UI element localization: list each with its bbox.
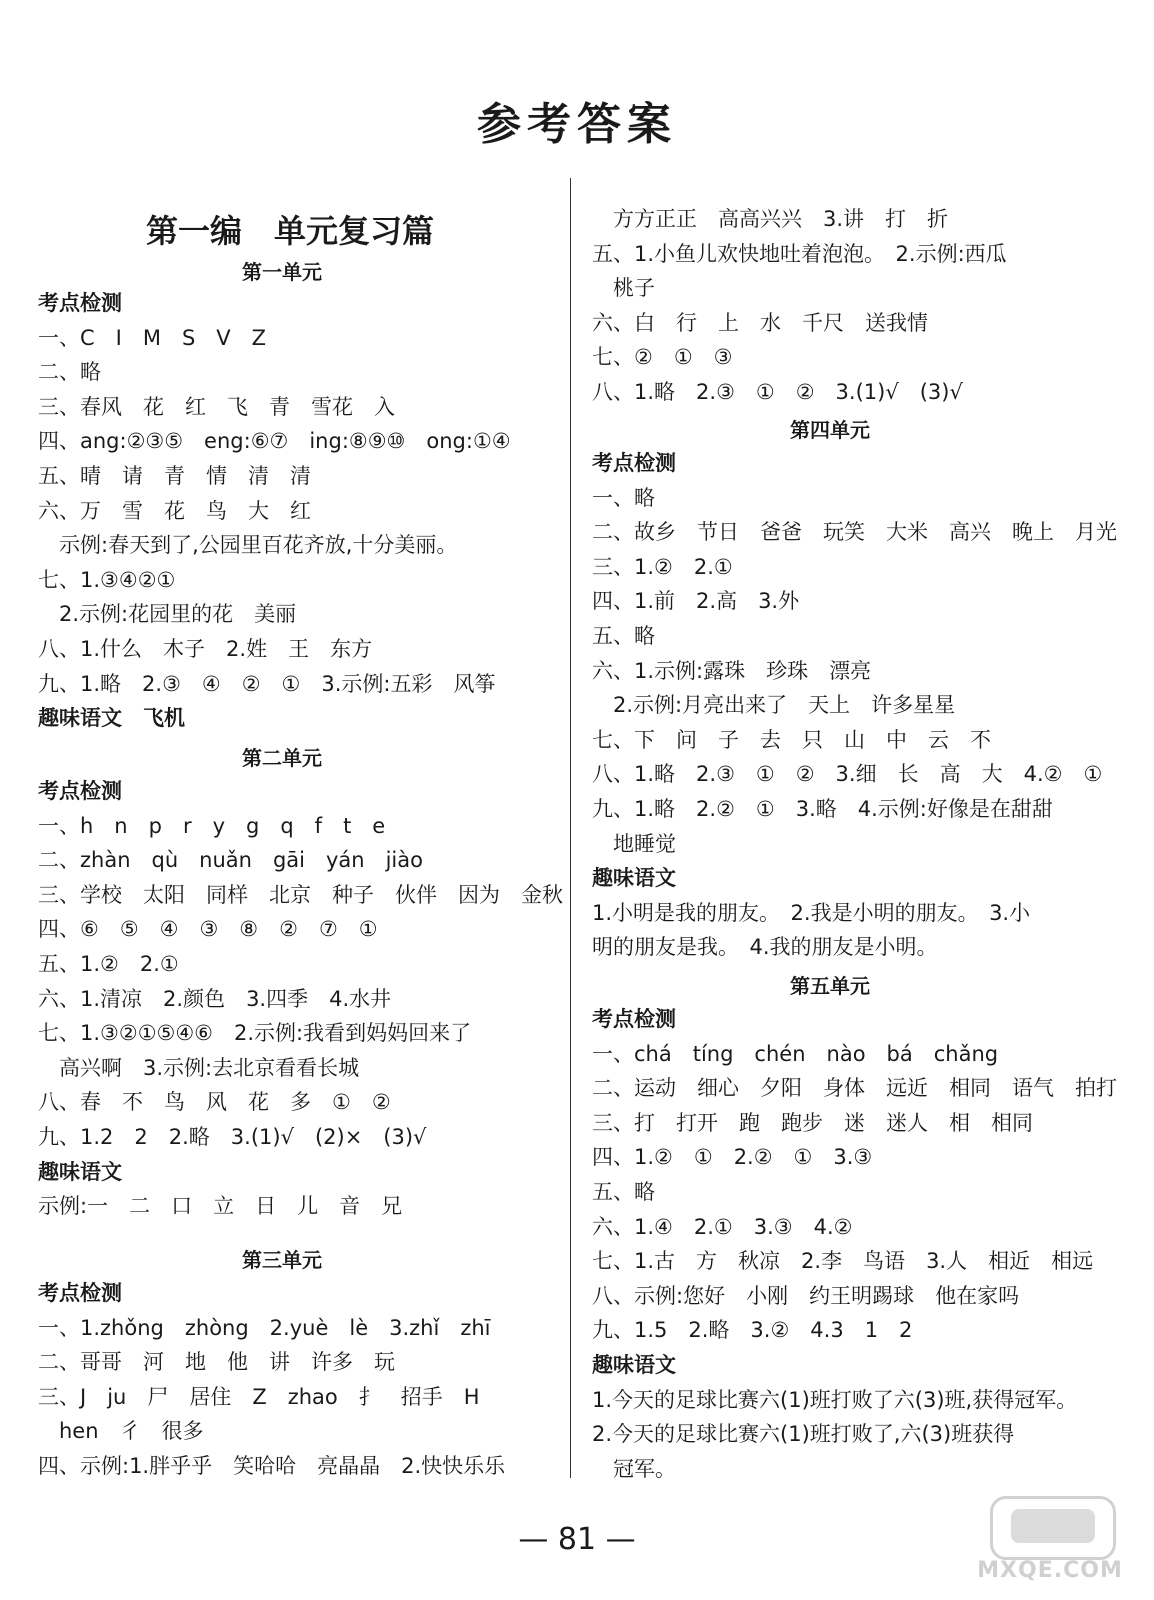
answer-line: 三、J ju 尸 居住 Z zhao 扌 招手 H — [38, 1384, 480, 1409]
watermark-text: MXQE.COM — [977, 1558, 1123, 1583]
answer-line: 五、略 — [592, 624, 655, 648]
answer-line: 二、哥哥 河 地 他 讲 许多 玩 — [38, 1350, 395, 1375]
answer-line: 四、ang:②③⑤ eng:⑥⑦ ing:⑧⑨⑩ ong:①④ — [38, 429, 511, 454]
unit-heading-1: 第一单元 — [242, 260, 322, 284]
answer-line: 七、② ① ③ — [592, 345, 733, 370]
answer-line: 1.小明是我的朋友。 2.我是小明的朋友。 3.小 — [592, 900, 1031, 925]
unit-heading-3: 第三单元 — [242, 1248, 322, 1272]
watermark-logo — [960, 1492, 1140, 1592]
answer-line: 一、略 — [592, 485, 655, 510]
answer-line: 五、晴 请 青 情 清 清 — [38, 464, 311, 488]
unit-heading-5: 第五单元 — [790, 974, 870, 998]
answer-line: 四、1.前 2.高 3.外 — [592, 589, 800, 614]
answer-line: 九、1.2 2 2.略 3.(1)√ (2)× (3)√ — [38, 1125, 427, 1149]
answer-line: 四、示例:1.胖乎乎 笑哈哈 亮晶晶 2.快快乐乐 — [38, 1454, 506, 1478]
answer-line: 九、1.5 2.略 3.② 4.3 1 2 — [592, 1318, 913, 1343]
answer-line: 一、chá tíng chén nào bá chǎng — [592, 1041, 999, 1066]
column-divider — [570, 178, 571, 1478]
answer-line: 八、1.什么 木子 2.姓 王 东方 — [38, 637, 373, 661]
answer-line: 一、h n p r y g q f t e — [38, 813, 386, 838]
answer-line: 考点检测 — [592, 451, 676, 475]
answer-line: 2.示例:月亮出来了 天上 许多星星 — [592, 693, 956, 718]
answer-line: 一、1.zhǒng zhòng 2.yuè lè 3.zhǐ zhī — [38, 1315, 491, 1340]
unit-heading-4: 第四单元 — [790, 418, 870, 442]
answer-line: 一、C I M S V Z — [38, 325, 267, 350]
answer-line: 五、1.② 2.① — [38, 952, 179, 976]
answer-line: 六、1.示例:露珠 珍珠 漂亮 — [592, 658, 872, 683]
answer-line: 方方正正 高高兴兴 3.讲 打 折 — [592, 207, 949, 231]
answer-line: hen 彳 很多 — [38, 1419, 204, 1444]
answer-line: 七、1.古 方 秋凉 2.李 鸟语 3.人 相近 相远 — [592, 1249, 1094, 1274]
answer-line: 七、1.③④②① — [38, 567, 176, 592]
page-title: 参考答案 — [477, 99, 677, 150]
answer-line: 八、示例:您好 小刚 约王明踢球 他在家吗 — [592, 1283, 1020, 1308]
answer-line: 五、1.小鱼儿欢快地吐着泡泡。 2.示例:西瓜 — [592, 241, 1007, 266]
answer-line: 六、万 雪 花 鸟 大 红 — [38, 498, 311, 523]
answer-line: 2.今天的足球比赛六(1)班打败了,六(3)班获得 — [592, 1422, 1015, 1447]
section-heading: 第一编 单元复习篇 — [146, 212, 435, 250]
answer-line: 考点检测 — [38, 1281, 122, 1305]
page-number: — 81 — — [518, 1522, 636, 1557]
answer-line: 六、1.④ 2.① 3.③ 4.② — [592, 1214, 853, 1239]
answer-line: 二、运动 细心 夕阳 身体 远近 相同 语气 拍打 — [592, 1076, 1117, 1101]
answer-line: 三、打 打开 跑 跑步 迷 迷人 相 相同 — [592, 1110, 1033, 1135]
answer-line: 七、下 问 子 去 只 山 中 云 不 — [592, 727, 991, 752]
answer-line: 三、学校 太阳 同样 北京 种子 伙伴 因为 金秋 — [38, 882, 563, 907]
answer-line: 八、1.略 2.③ ① ② 3.细 长 高 大 4.② ① — [592, 762, 1103, 787]
answer-line: 高兴啊 3.示例:去北京看看长城 — [38, 1055, 360, 1080]
answer-line: 冠军。 — [592, 1456, 676, 1481]
answer-line: 示例:春天到了,公园里百花齐放,十分美丽。 — [38, 533, 458, 558]
answer-line: 示例:一 二 口 立 日 儿 音 兄 — [38, 1194, 403, 1219]
answer-line: 趣味语文 — [592, 1353, 676, 1377]
answer-line: 考点检测 — [38, 779, 122, 803]
answer-line: 八、1.略 2.③ ① ② 3.(1)√ (3)√ — [592, 380, 963, 404]
answer-line: 四、1.② ① 2.② ① 3.③ — [592, 1145, 873, 1170]
answer-line: 六、白 行 上 水 千尺 送我情 — [592, 310, 928, 335]
answer-line: 七、1.③②①⑤④⑥ 2.示例:我看到妈妈回来了 — [38, 1021, 472, 1046]
answer-line: 考点检测 — [38, 291, 122, 315]
unit-heading-2: 第二单元 — [242, 746, 322, 770]
answer-line: 二、zhàn qù nuǎn gāi yán jiào — [38, 848, 423, 873]
answer-line: 三、1.② 2.① — [592, 554, 733, 579]
answer-line: 地睡觉 — [592, 831, 676, 856]
answer-line: 桃子 — [592, 276, 655, 301]
answer-line: 趣味语文 — [592, 866, 676, 891]
answer-line: 九、1.略 2.② ① 3.略 4.示例:好像是在甜甜 — [592, 797, 1053, 821]
answer-line: 五、略 — [592, 1180, 655, 1204]
answer-line: 三、春风 花 红 飞 青 雪花 入 — [38, 394, 395, 419]
answer-line: 趣味语文 — [38, 1159, 122, 1184]
answer-line: 考点检测 — [592, 1007, 676, 1031]
answer-line: 1.今天的足球比赛六(1)班打败了六(3)班,获得冠军。 — [592, 1387, 1078, 1412]
answer-line: 明的朋友是我。 4.我的朋友是小明。 — [592, 935, 938, 960]
answer-line: 四、⑥ ⑤ ④ ③ ⑧ ② ⑦ ① — [38, 917, 378, 942]
answer-line: 六、1.清凉 2.颜色 3.四季 4.水井 — [38, 986, 392, 1011]
answer-line: 八、春 不 鸟 风 花 多 ① ② — [38, 1090, 391, 1115]
answer-line: 趣味语文 飞机 — [38, 706, 185, 731]
answer-line: 二、略 — [38, 360, 101, 385]
watermark-badge-icon — [990, 1496, 1116, 1560]
answer-line: 二、故乡 节日 爸爸 玩笑 大米 高兴 晚上 月光 — [592, 520, 1117, 545]
answer-line: 2.示例:花园里的花 美丽 — [38, 602, 297, 627]
answer-line: 九、1.略 2.③ ④ ② ① 3.示例:五彩 风筝 — [38, 671, 496, 696]
